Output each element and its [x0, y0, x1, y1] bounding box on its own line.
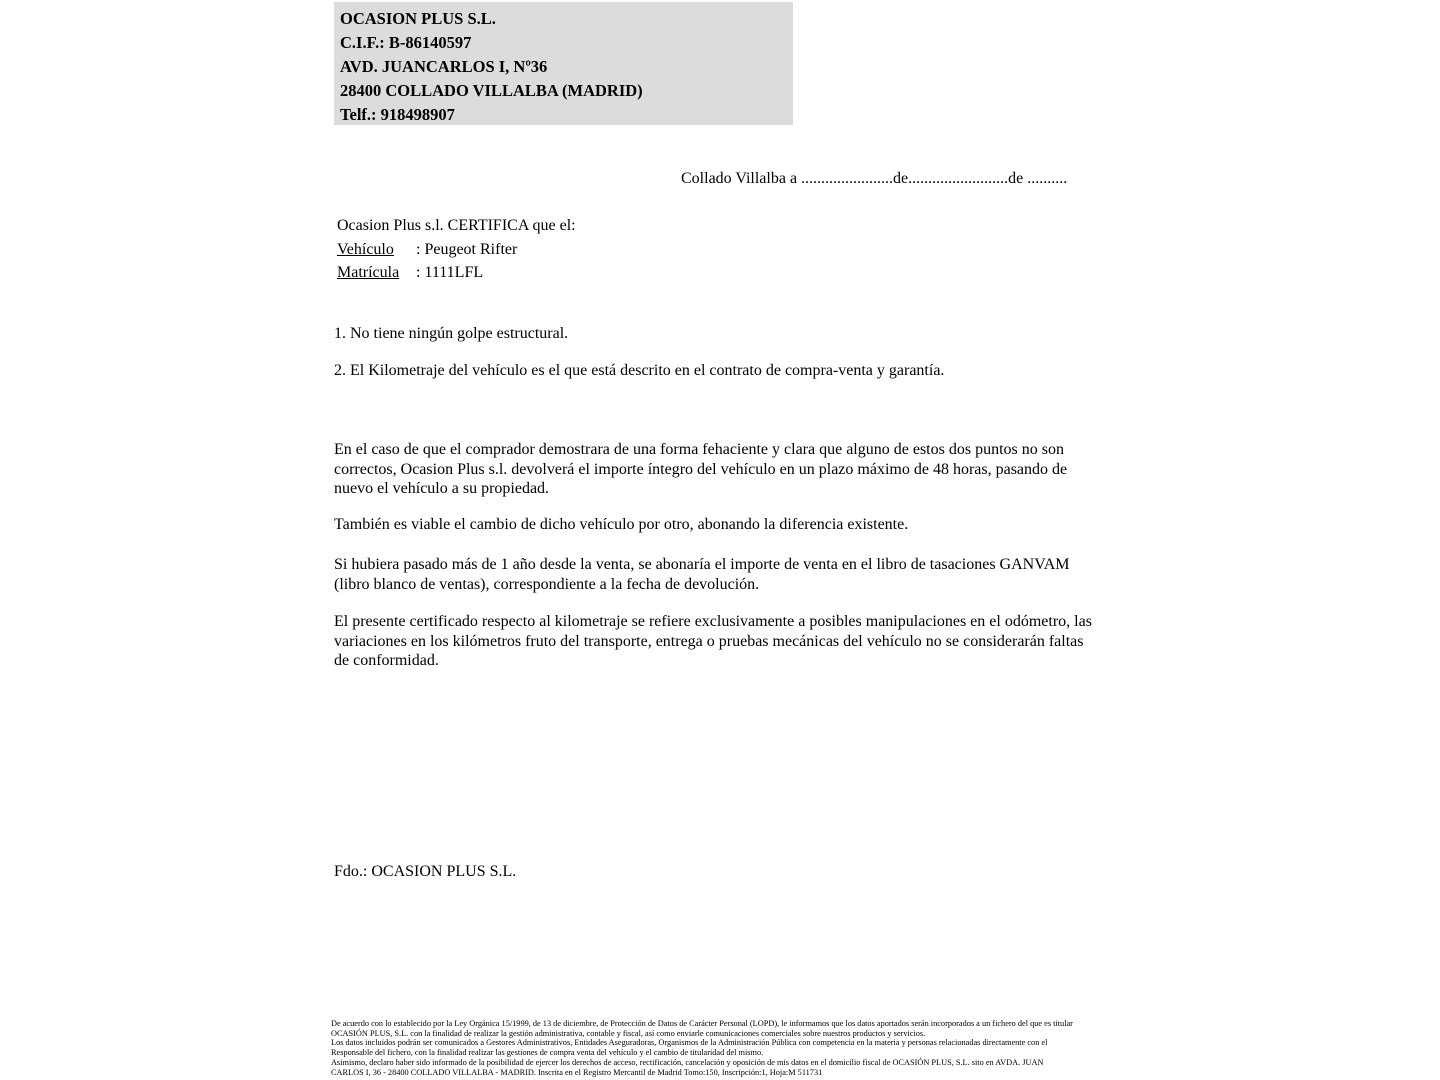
company-city: 28400 COLLADO VILLALBA (MADRID)	[340, 81, 643, 100]
legal-footer-line: CARLOS I, 36 - 28400 COLLADO VILLALBA - MADRID. Inscrita en el Registro Mercantil de Madrid Tomo:150, Inscripción:1, Hoja:M 511731	[331, 1067, 823, 1077]
vehicle-field-separator: :	[416, 240, 421, 258]
paragraph-exchange-option: También es viable el cambio de dicho vehículo por otro, abonando la diferencia existente.	[334, 516, 909, 533]
vehicle-field-label-wrap	[337, 238, 416, 262]
certification-block	[337, 214, 576, 285]
company-header-box	[334, 2, 793, 125]
plate-field-row	[337, 261, 576, 285]
certification-intro: Ocasion Plus s.l. CERTIFICA que el:	[337, 217, 576, 234]
plate-field-label-wrap	[337, 261, 416, 285]
legal-footer	[331, 1019, 1073, 1077]
vehicle-field-label: Vehículo	[337, 240, 394, 258]
company-cif: C.I.F.: B-86140597	[340, 33, 472, 52]
paragraph-ganvam-valuation: Si hubiera pasado más de 1 año desde la venta, se abonaría el importe de venta en el libro de tasaciones GANVAM (libro blanco de ventas), correspondiente a la fecha de devolución.	[334, 556, 1070, 593]
company-name: OCASION PLUS S.L.	[340, 9, 496, 28]
legal-footer-line: Responsable del fichero, con la finalidad realizar las gestiones de compra venta del vehículo y el cambio de titularidad del mismo.	[331, 1048, 764, 1058]
legal-footer-line: De acuerdo con lo establecido por la Ley Orgánica 15/1999, de 13 de diciembre, de Protección de Datos de Carácter Personal (LOPD), le informamos que los datos aportados serán incorporados a un fichero del que es titular	[331, 1019, 1073, 1028]
vehicle-field-row	[337, 238, 576, 262]
signature-line: Fdo.: OCASION PLUS S.L.	[334, 863, 517, 880]
legal-footer-line: Asimismo, declaro haber sido informado de la posibilidad de ejercer los derechos de acceso, rectificación, cancelación y oposición de mis datos en el domicilio fiscal de OCASIÓN PLUS, S.L. sito en AVDA. JUAN	[331, 1057, 1044, 1067]
company-address: AVD. JUANCARLOS I, Nº36	[340, 57, 548, 76]
plate-field-value: 1111LFL	[424, 264, 484, 281]
vehicle-field-value: Peugeot Rifter	[424, 240, 518, 258]
legal-footer-line: OCASIÓN PLUS, S.L. con la finalidad de realizar la gestión administrativa, contable y fiscal, así como enviarle comunicaciones comerciales sobre nuestros productos y servicios.	[331, 1028, 926, 1038]
plate-field-label: Matrícula	[337, 264, 400, 281]
legal-footer-line: Los datos incluidos podrán ser comunicados a Gestores Administrativos, Entidades Aseguradoras, Organismos de la Administración Pública con competencia en la materia y personas relacionadas directamente con el	[331, 1038, 1048, 1048]
certification-point-2: 2. El Kilometraje del vehículo es el que está descrito en el contrato de compra-venta y garantía.	[334, 362, 945, 379]
paragraph-refund-terms: En el caso de que el comprador demostrara de una forma fehaciente y clara que alguno de estos dos puntos no son correctos, Ocasion Plus s.l. devolverá el importe íntegro del vehículo en un plazo máximo de 48 horas, pasando de nuevo el vehículo a su propiedad.	[334, 441, 1068, 498]
date-line: Collado Villalba a .......................de.........................de ..........	[681, 170, 1068, 187]
certification-point-1: 1. No tiene ningún golpe estructural.	[334, 325, 569, 342]
paragraph-odometer-disclaimer: El presente certificado respecto al kilometraje se refiere exclusivamente a posibles manipulaciones en el odómetro, las variaciones en los kilómetros fruto del transporte, entrega o pruebas mecánicas del vehículo no se considerarán faltas de conformidad.	[334, 613, 1092, 670]
plate-field-separator: :	[416, 264, 421, 281]
company-phone: Telf.: 918498907	[340, 105, 455, 124]
